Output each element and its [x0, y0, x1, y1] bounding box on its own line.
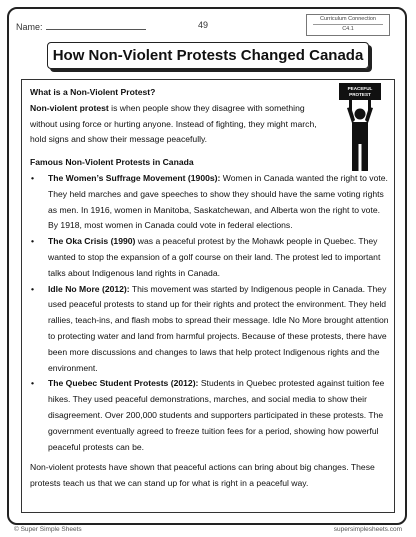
protest-item: • The Quebec Student Protests (2012): Students in Quebec protested against tuition fee hikes. They used peaceful demonstrations, marches, and social media to show their disagreement. Over 200,000 students and supporters participated in these protests. The government eventually agreed to freeze tuition fees for a period, showing how powerful peaceful protests can be. [31, 378, 385, 452]
protest-item: • Idle No More (2012): This movement was started by Indigenous people in Canada. They used peaceful protests to stand up for their rights and protect the environment. They held rallies, teach-ins, and flash mobs to spread their message. Idle No More brought attention to protecting water and land from harmful projects. Because of these protests, there have been more discussions and changes to laws that help protect Indigenous rights and the environment. [31, 283, 389, 373]
curriculum-code: C4.1 [342, 25, 354, 32]
protest-list [30, 171, 390, 455]
protest-item: • The Oka Crisis (1990) was a peaceful protest by the Mohawk people in Quebec. They wanted to stop the expansion of a golf course on their land. The protest led to important talks about Indigenous land rights in Canada. [31, 236, 381, 278]
name-field[interactable] [16, 20, 146, 32]
name-line[interactable] [46, 20, 146, 30]
protest-text: Women in Canada wanted the right to vote. They held marches and gave speeches to show they should have the same voting rights as men. In 1916, women in Manitoba, Saskatchewan, and Alberta won the right to vote. By 1918, most women in Canada could vote in federal elections. [48, 172, 388, 231]
name-label: Name: [16, 22, 43, 32]
protest-name: The Quebec Student Protests (2012): [48, 378, 199, 389]
intro-paragraph [30, 101, 326, 148]
closing-paragraph: Non-violent protests have shown that peaceful actions can bring about big changes. These protests teach us that we can stand up for what is right in a peaceful way. [30, 462, 375, 489]
protest-name: The Women’s Suffrage Movement (1900s): [48, 172, 221, 183]
protest-text: was a peaceful protest by the Mohawk people in Quebec. They wanted to stop the expansion of a golf course on their land. The protest led to important talks about Indigenous land rights in Canada. [48, 236, 381, 278]
protest-text: Students in Quebec protested against tuition fee hikes. They used peaceful demonstrations, marches, and social media to show their disagreement. Over 200,000 students and supporters participated in these protests. The government eventually agreed to freeze tuition fees for a period, showing how powerful peaceful protests can be. [48, 378, 385, 452]
page-number: 49 [198, 20, 209, 30]
intro-text: is when people show they disagree with something without using force or hurting anyone. Instead of fighting, they might march, hold signs and show their message peacefully. [30, 102, 317, 145]
intro-heading: What is a Non-Violent Protest? [30, 87, 156, 97]
intro-term: Non-violent protest [30, 102, 109, 113]
footer-website: supersimplesheets.com [333, 526, 402, 533]
protest-text: This movement was started by Indigenous people in Canada. They used peaceful protests to stand up for their rights and protect the environment. They held rallies, teach-ins, and flash mobs to spread their message. Idle No More brought attention to protecting water and land from harmful projects. Because of these protests, there have been more discussions and changes to laws that help protect Indigenous rights and the environment. [48, 283, 389, 373]
article-body [30, 85, 390, 492]
curriculum-title: Curriculum Connection [313, 16, 383, 25]
protest-name: Idle No More (2012): [48, 283, 130, 294]
page-title: How Non-Violent Protests Changed Canada [47, 42, 369, 69]
protest-name: The Oka Crisis (1990) [48, 236, 136, 247]
footer-copyright: © Super Simple Sheets [14, 526, 82, 533]
famous-protests-heading: Famous Non-Violent Protests in Canada [30, 157, 194, 168]
sign-text-line-1: PEACEFUL [347, 86, 373, 91]
curriculum-connection-box [306, 14, 390, 36]
protest-item: • The Women’s Suffrage Movement (1900s): Women in Canada wanted the right to vote. They held marches and gave speeches to show they should have the same voting rights as men. In 1916, women in Manitoba, Saskatchewan, and Alberta won the right to vote. By 1918, most women in Canada could vote in federal elections. [31, 172, 388, 231]
sign-text-line-2: PROTEST [349, 92, 371, 97]
